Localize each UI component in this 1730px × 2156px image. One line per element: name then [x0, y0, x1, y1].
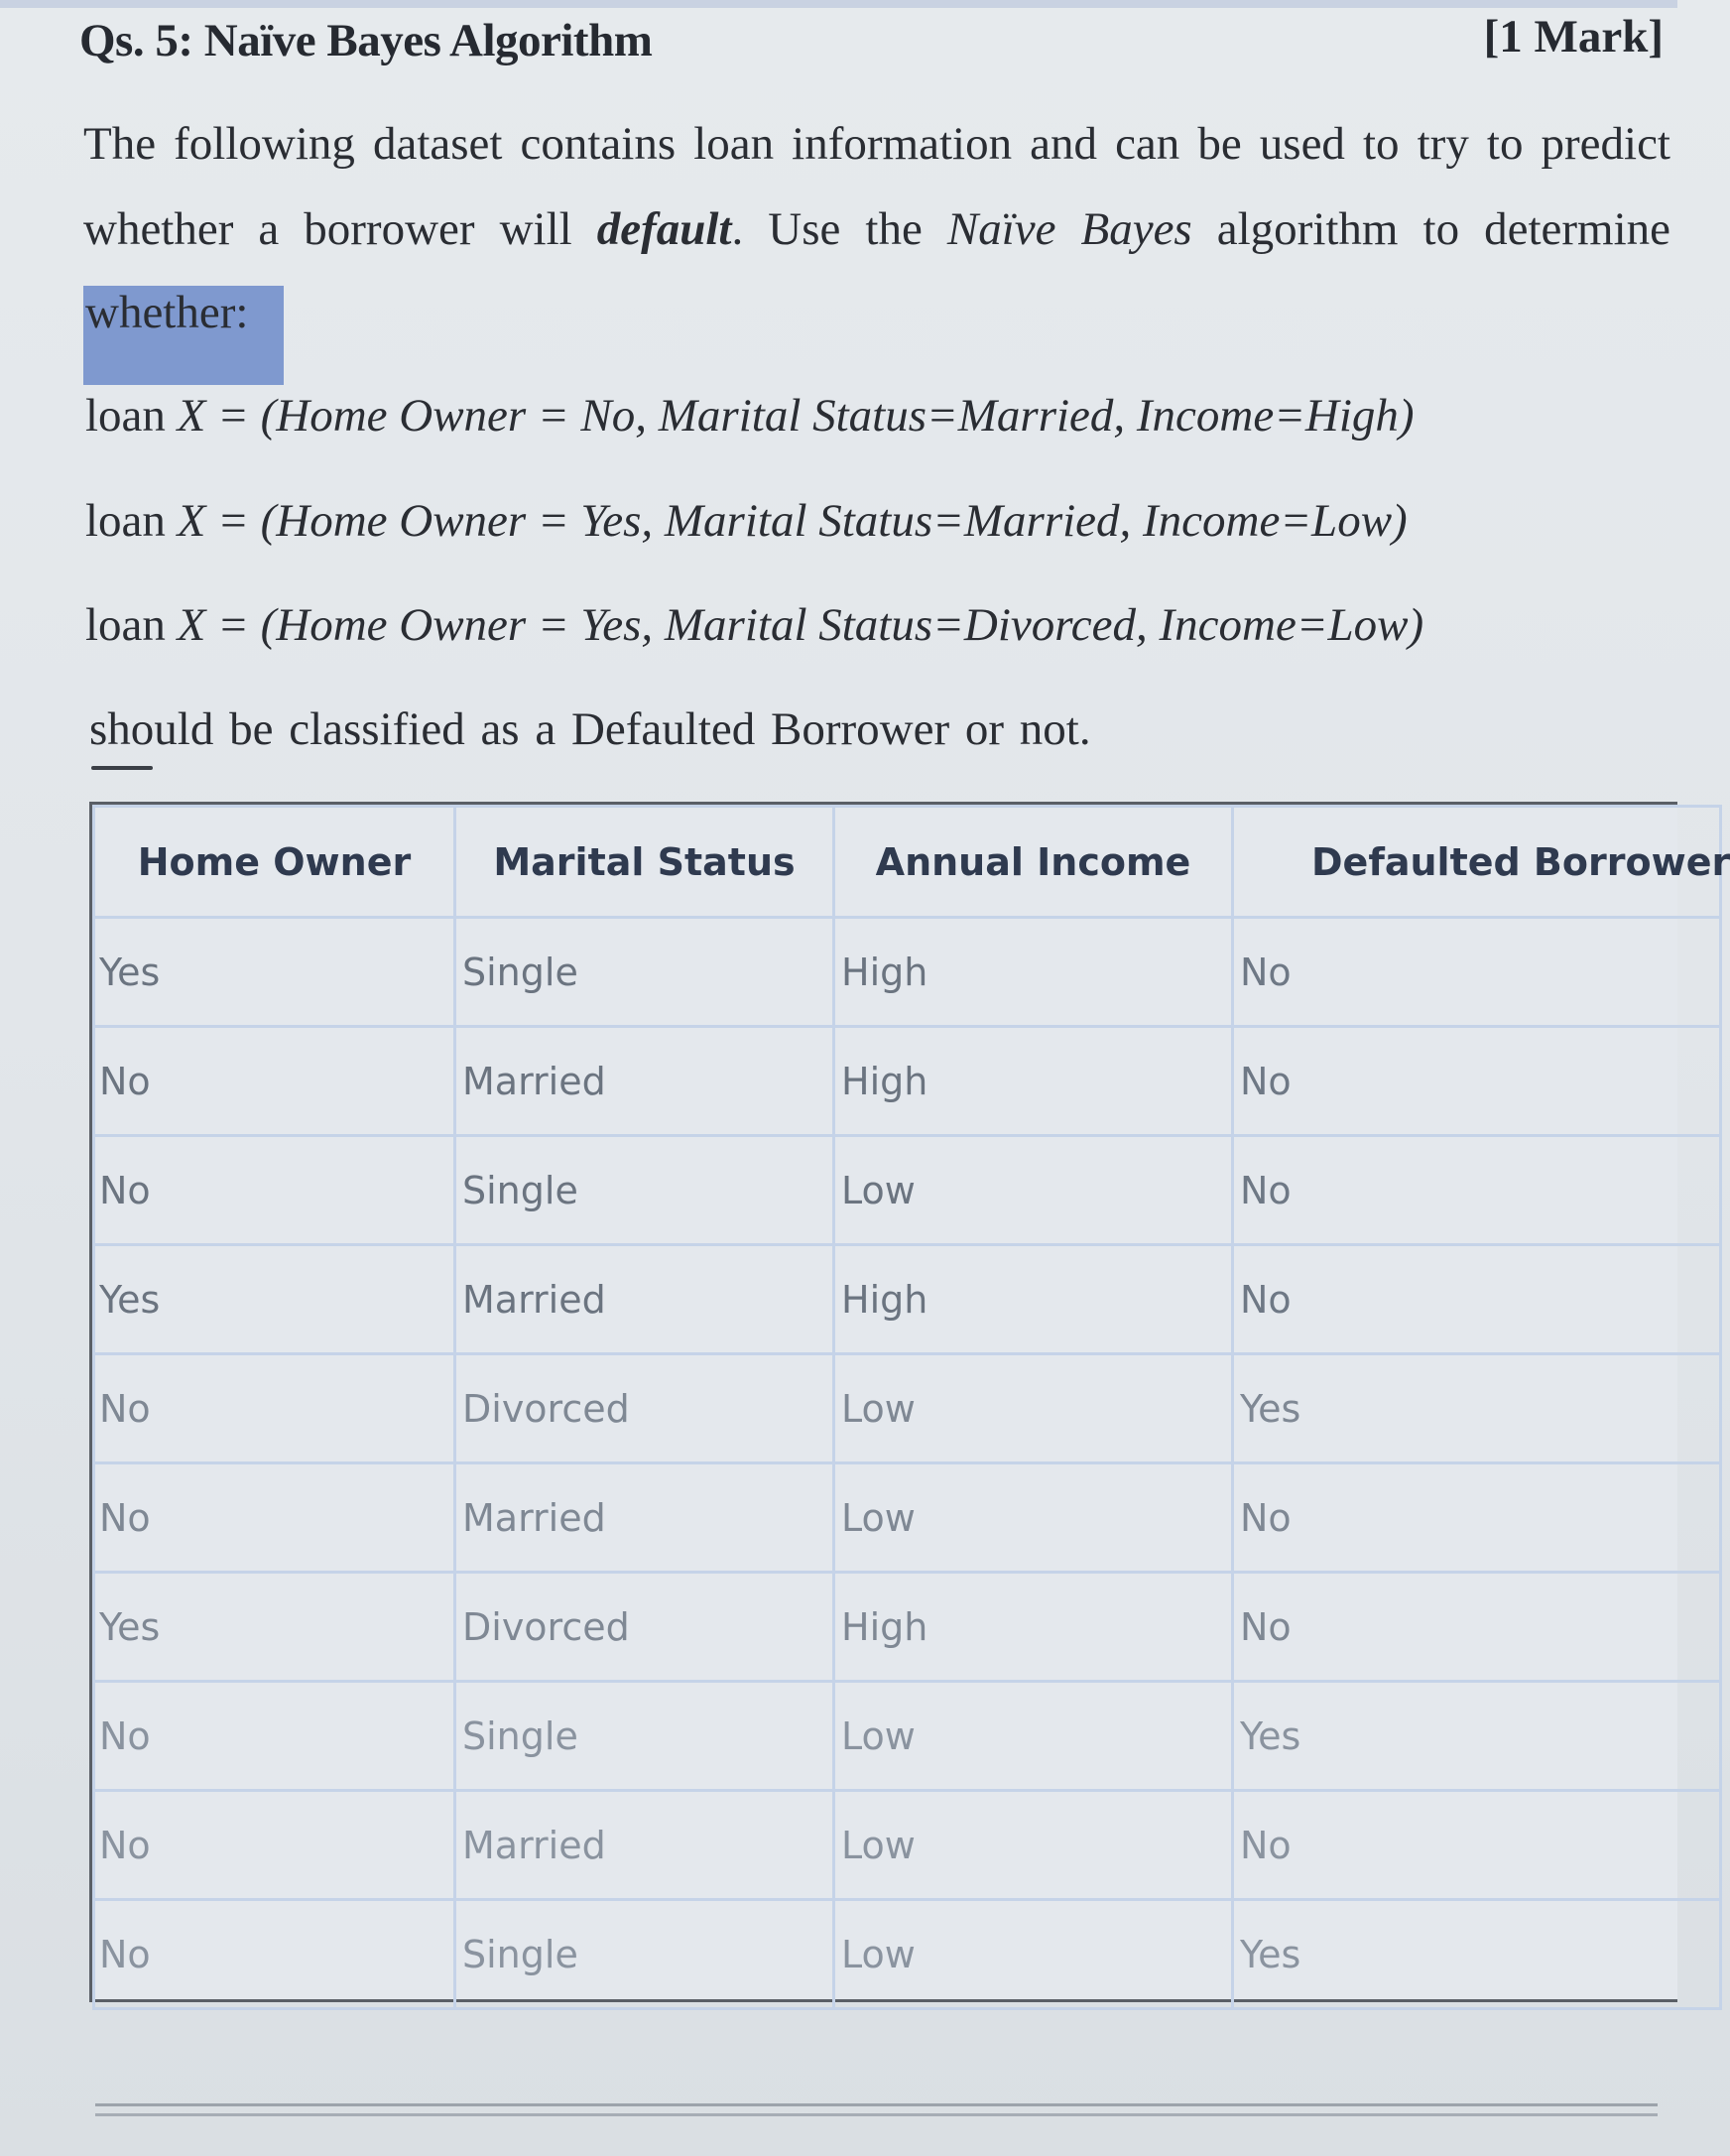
- cell-defaulted: No: [1233, 918, 1721, 1027]
- intro-line-3: whether:: [85, 287, 249, 338]
- loan-dataset-table: [89, 802, 1730, 2002]
- header-home-owner: Home Owner: [94, 807, 455, 918]
- cell-annual-income: Low: [834, 1463, 1233, 1573]
- query-1-var: X: [177, 390, 206, 442]
- table-row: [94, 1136, 1721, 1245]
- cell-home-owner: No: [94, 1791, 455, 1900]
- cell-marital-status: Married: [455, 1463, 834, 1573]
- cell-marital-status: Single: [455, 1900, 834, 2009]
- cell-marital-status: Single: [455, 1136, 834, 1245]
- query-1-expr: = (Home Owner = No, Marital Status=Married, Income=High): [205, 390, 1415, 442]
- bottom-rule-1: [95, 2103, 1658, 2106]
- cell-home-owner: No: [94, 1027, 455, 1136]
- header-annual-income: Annual Income: [834, 807, 1233, 918]
- cell-home-owner: No: [94, 1682, 455, 1791]
- table-row: [94, 918, 1721, 1027]
- cell-defaulted: Yes: [1233, 1682, 1721, 1791]
- cell-marital-status: Divorced: [455, 1573, 834, 1682]
- query-3: [85, 598, 1423, 652]
- cell-home-owner: Yes: [94, 1245, 455, 1354]
- cell-annual-income: High: [834, 1027, 1233, 1136]
- cell-annual-income: High: [834, 918, 1233, 1027]
- cell-annual-income: High: [834, 1245, 1233, 1354]
- cell-marital-status: Divorced: [455, 1354, 834, 1463]
- table-row: [94, 1682, 1721, 1791]
- header-marital-status: Marital Status: [455, 807, 834, 918]
- query-2-prefix: loan: [85, 495, 178, 547]
- intro-naive-bayes: Naïve Bayes: [946, 203, 1192, 255]
- data-table: [92, 805, 1730, 2010]
- cell-defaulted: No: [1233, 1573, 1721, 1682]
- pen-mark: [91, 766, 153, 770]
- table-row: [94, 1354, 1721, 1463]
- query-3-expr: = (Home Owner = Yes, Marital Status=Divorced, Income=Low): [205, 599, 1424, 651]
- cell-defaulted: Yes: [1233, 1354, 1721, 1463]
- cell-annual-income: Low: [834, 1900, 1233, 2009]
- question-title: Qs. 5: Naïve Bayes Algorithm: [79, 15, 653, 66]
- intro-text-e: algorithm to determine: [1191, 203, 1671, 255]
- cell-annual-income: Low: [834, 1136, 1233, 1245]
- intro-text-c: . Use the: [731, 203, 947, 255]
- cell-home-owner: No: [94, 1900, 455, 2009]
- query-1: [85, 389, 1415, 443]
- selected-text-highlight[interactable]: [83, 286, 284, 385]
- table-row: [94, 1027, 1721, 1136]
- cell-home-owner: No: [94, 1136, 455, 1245]
- intro-line-2: [83, 202, 1670, 256]
- table-row: [94, 1900, 1721, 2009]
- cell-home-owner: No: [94, 1354, 455, 1463]
- intro-text-a: whether a borrower will: [83, 203, 597, 255]
- cell-marital-status: Single: [455, 1682, 834, 1791]
- query-1-prefix: loan: [85, 390, 178, 442]
- table-row: [94, 1245, 1721, 1354]
- query-3-prefix: loan: [85, 599, 178, 651]
- cell-marital-status: Married: [455, 1245, 834, 1354]
- table-row: [94, 1573, 1721, 1682]
- closing-sentence: should be classified as a Defaulted Borrower or not.: [89, 703, 1091, 755]
- question-mark-value: [1 Mark]: [1483, 11, 1664, 63]
- cell-home-owner: Yes: [94, 918, 455, 1027]
- cell-annual-income: Low: [834, 1354, 1233, 1463]
- cell-defaulted: No: [1233, 1791, 1721, 1900]
- cell-defaulted: No: [1233, 1245, 1721, 1354]
- cell-annual-income: Low: [834, 1682, 1233, 1791]
- intro-line-1-text: The following dataset contains loan information and can be used to try to predict: [83, 118, 1670, 170]
- table-row: [94, 1463, 1721, 1573]
- top-edge-strip: [0, 0, 1677, 8]
- bottom-rule-2: [95, 2113, 1658, 2116]
- query-2-var: X: [177, 495, 206, 547]
- cell-marital-status: Married: [455, 1791, 834, 1900]
- cell-defaulted: No: [1233, 1463, 1721, 1573]
- cell-defaulted: No: [1233, 1136, 1721, 1245]
- intro-line-1: [83, 117, 1670, 171]
- cell-defaulted: No: [1233, 1027, 1721, 1136]
- table-row: [94, 1791, 1721, 1900]
- cell-annual-income: Low: [834, 1791, 1233, 1900]
- cell-home-owner: Yes: [94, 1573, 455, 1682]
- cell-defaulted: Yes: [1233, 1900, 1721, 2009]
- query-2: [85, 494, 1408, 548]
- cell-annual-income: High: [834, 1573, 1233, 1682]
- cell-marital-status: Single: [455, 918, 834, 1027]
- query-3-var: X: [177, 599, 206, 651]
- cell-marital-status: Married: [455, 1027, 834, 1136]
- cell-home-owner: No: [94, 1463, 455, 1573]
- header-defaulted-borrower: Defaulted Borrower: [1233, 807, 1721, 918]
- intro-default-emphasis: default: [596, 203, 732, 255]
- query-2-expr: = (Home Owner = Yes, Marital Status=Married, Income=Low): [205, 495, 1408, 547]
- table-header-row: [94, 807, 1721, 918]
